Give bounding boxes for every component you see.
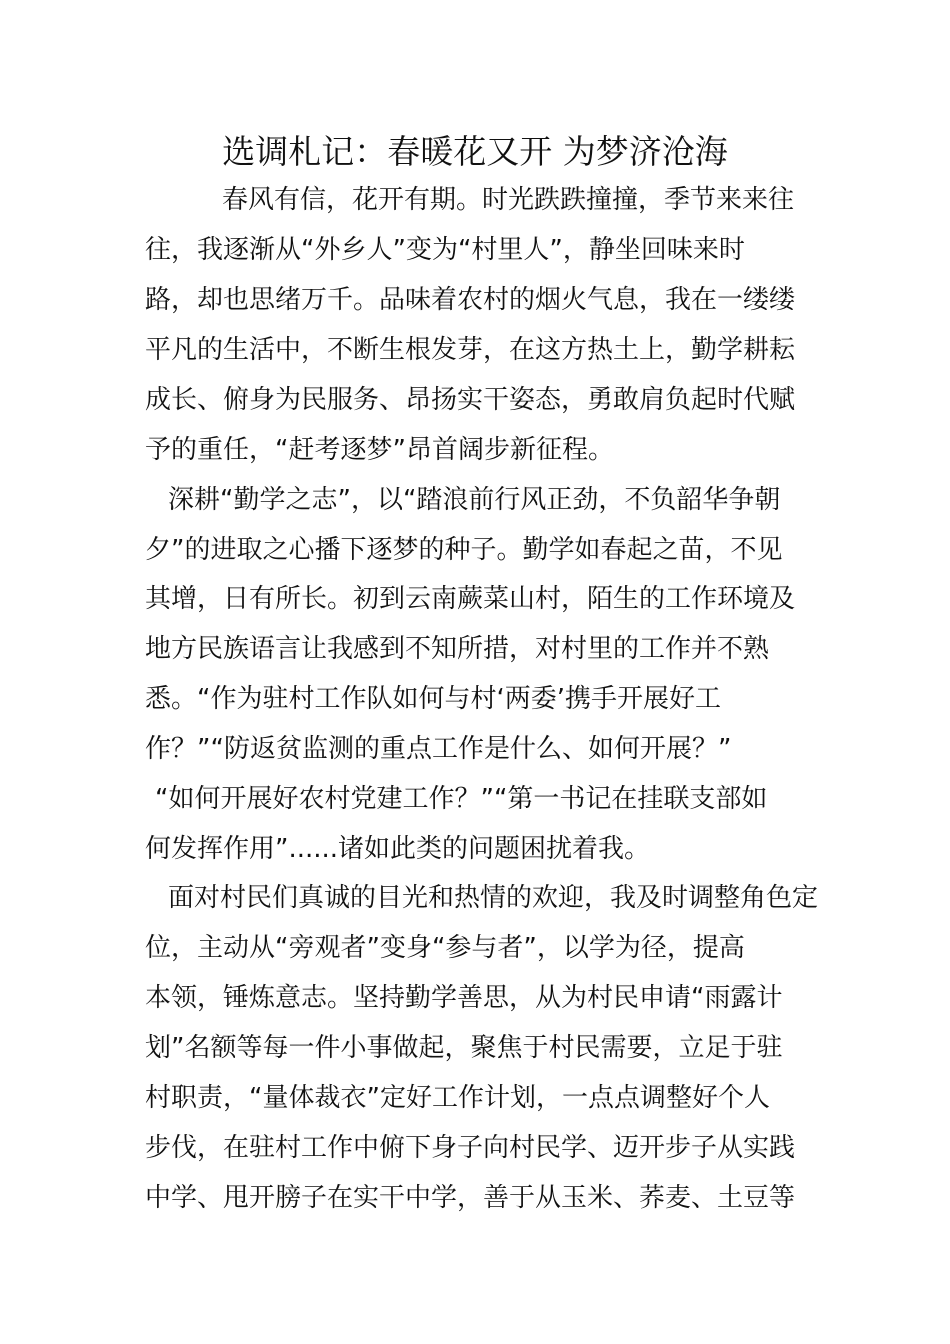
text-line: 路，却也思绪万千。品味着农村的烟火气息，我在一缕缕: [145, 285, 796, 315]
text-line: 悉。“作为驻村工作队如何与村‘两委’携手开展好工: [145, 684, 721, 714]
text-line: 平凡的生活中，不断生根发芽，在这方热土上，勤学耕耘: [145, 335, 796, 365]
text-line: 夕”的进取之心播下逐梦的种子。勤学如春起之苗，不见: [145, 535, 783, 565]
text-line: 位，主动从“旁观者”变身“参与者”，以学为径，提高: [145, 933, 745, 963]
text-line: 春风有信，花开有期。时光跌跌撞撞，季节来来往: [196, 185, 795, 215]
text-line: 何发挥作用”......诸如此类的问题困扰着我。: [145, 834, 651, 864]
text-line: 中学、甩开膀子在实干中学，善于从玉米、荞麦、土豆等: [145, 1183, 796, 1213]
text-line: 步伐，在驻村工作中俯下身子向村民学、迈开步子从实践: [145, 1133, 796, 1163]
text-line: 本领，锤炼意志。坚持勤学善思，从为村民申请“雨露计: [145, 983, 783, 1013]
text-line: 地方民族语言让我感到不知所措，对村里的工作并不熟: [145, 634, 770, 664]
text-line: 作？”“防返贫监测的重点工作是什么、如何开展？”: [145, 734, 732, 764]
document-title: 选调札记：春暖花又开 为梦济沧海: [222, 132, 728, 171]
text-line: 村职责，“量体裁衣”定好工作计划，一点点调整好个人: [145, 1083, 770, 1113]
text-line: 成长、俯身为民服务、昂扬实干姿态，勇敢肩负起时代赋: [145, 385, 796, 415]
text-line: 深耕“勤学之志”，以“踏浪前行风正劲，不负韶华争朝: [168, 485, 781, 515]
text-line: 予的重任，“赶考逐梦”昂首阔步新征程。: [145, 435, 614, 465]
text-line: “如何开展好农村党建工作？”“第一书记在挂联支部如: [155, 784, 768, 814]
text-line: 面对村民们真诚的目光和热情的欢迎，我及时调整角色定: [168, 883, 819, 913]
text-line: 划”名额等每一件小事做起，聚焦于村民需要，立足于驻: [145, 1033, 783, 1063]
text-line: 往，我逐渐从“外乡人”变为“村里人”，静坐回味来时: [145, 235, 745, 265]
text-line: 其增，日有所长。初到云南蕨菜山村，陌生的工作环境及: [145, 584, 796, 614]
